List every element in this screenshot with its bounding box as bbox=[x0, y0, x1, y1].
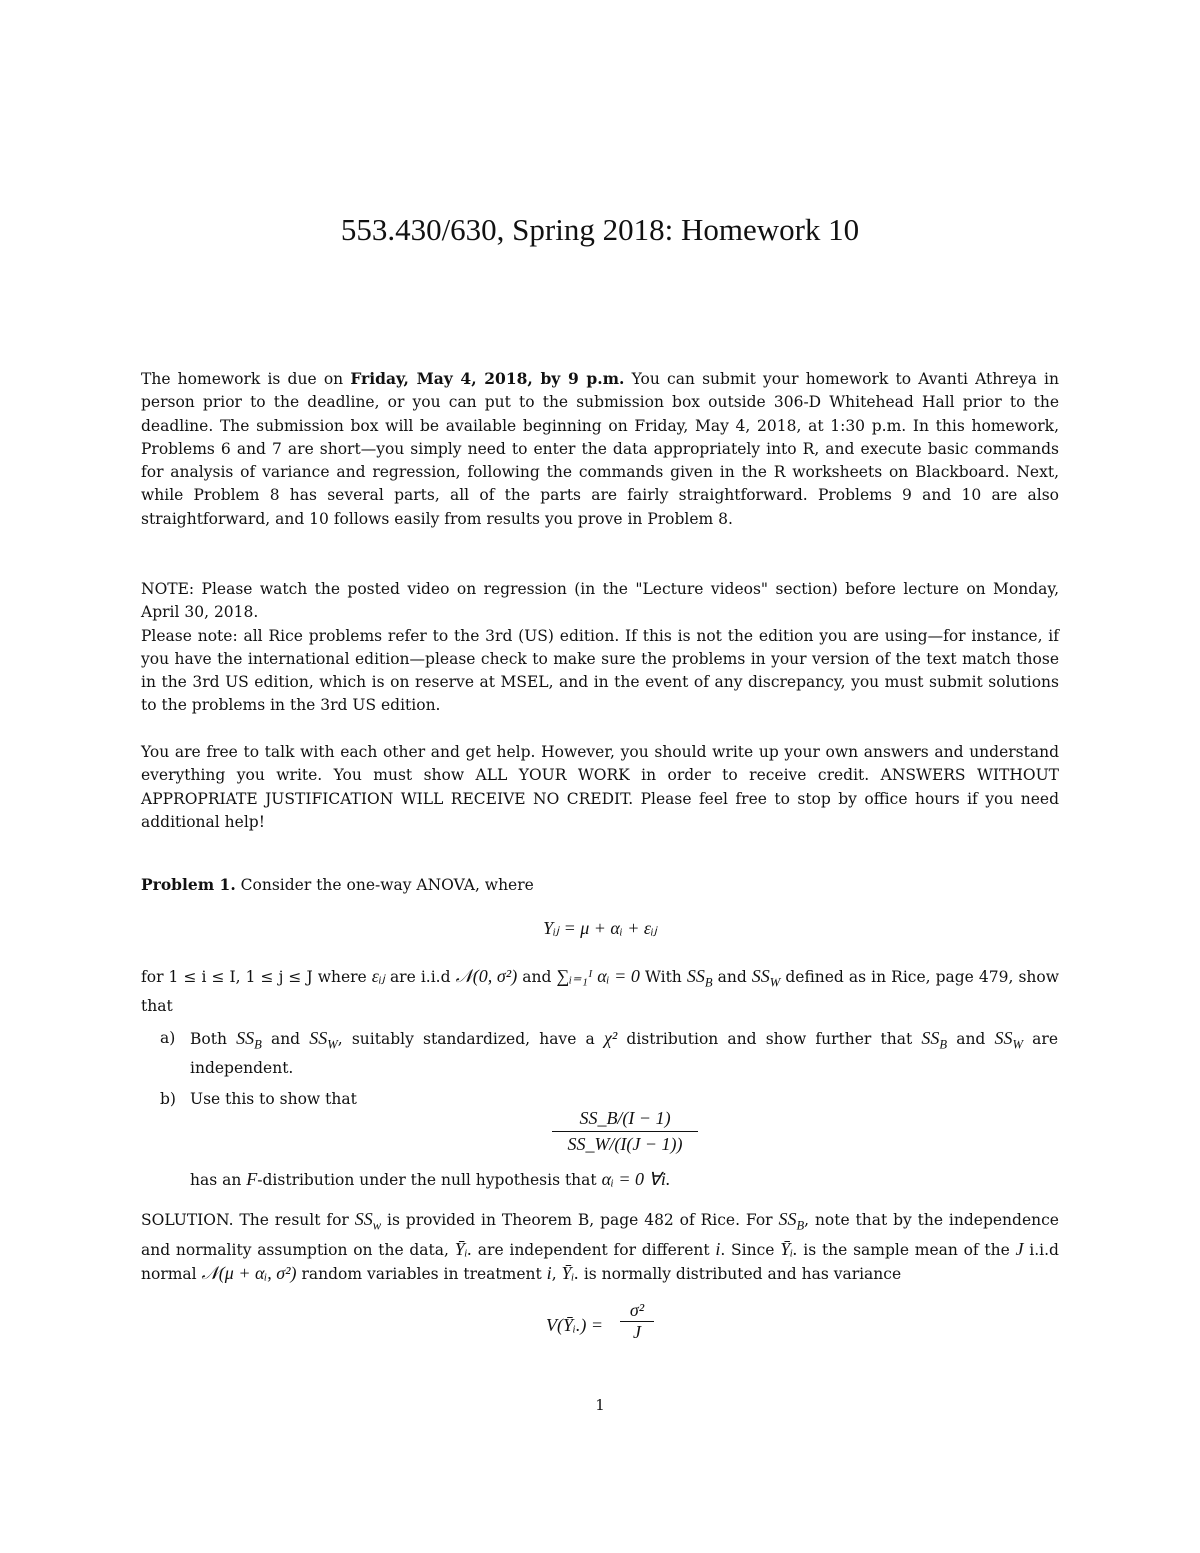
note-paragraph: NOTE: Please watch the posted video on regression (in the "Lecture videos" section) before lecture on Monday, April 30, 2018. Please note: all Rice problems refer to the 3rd (US) edition. If this is not the edition you are using—for instance, if you have the international edition—please check to make sure the problems in your version of the text match those in the 3rd US edition, which is on reserve at MSEL, and in the event of any discrepancy, you must submit solutions to the problems in the 3rd US edition. bbox=[141, 580, 1059, 715]
f-statistic-fraction bbox=[552, 1108, 698, 1155]
intro-paragraph: The homework is due on Friday, May 4, 2018, by 9 p.m. You can submit your homework to Avanti Athreya in person prior to the deadline, or you can put to the submission box outside 306-D Whitehead Hall prior to the deadline. The submission box will be available beginning on Friday, May 4, 2018, at 1:30 p.m. In this homework, Problems 6 and 7 are short—you simply need to enter the data appropriately into R, and execute basic commands for analysis of variance and regression, following the commands given in the R worksheets on Blackboard. Next, while Problem 8 has several parts, all of the parts are fairly straightforward. Problems 9 and 10 are also straightforward, and 10 follows easily from results you prove in Problem 8. bbox=[141, 369, 1059, 528]
page-number: 1 bbox=[595, 1396, 605, 1414]
anova-model-equation: Yᵢⱼ = μ + αᵢ + εᵢⱼ bbox=[543, 918, 657, 938]
problem-1-heading: Problem 1. bbox=[141, 875, 236, 894]
problem-1-intro: Problem 1. Consider the one-way ANOVA, where bbox=[141, 875, 534, 894]
problem-1-conditions: for 1 ≤ i ≤ I, 1 ≤ j ≤ J where εᵢⱼ are i.i.d 𝒩(0, σ²) and ∑ᵢ₌₁ᴵ αᵢ = 0 With $SS_B$ and $SS_W$ defined as in Rice, page 479, show that bbox=[141, 966, 1060, 1015]
due-date: Friday, May 4, 2018, by 9 p.m. bbox=[350, 369, 625, 388]
f-fraction-denominator: SS_W/(I(J − 1)) bbox=[567, 1134, 683, 1154]
solution-paragraph: SOLUTION. The result for $SS_w$ is provided in Theorem B, page 482 of Rice. For $SS_B$, note that by the independence and normality assumption on the data, Ȳᵢ. are independent for different i. Since Ȳᵢ. is the sample mean of the J i.i.d normal 𝒩(μ + αᵢ, σ²) random variables in treatment i, Ȳᵢ. is normally distributed and has variance bbox=[141, 1209, 1059, 1284]
f-fraction-numerator: SS_B/(I − 1) bbox=[552, 1108, 698, 1132]
page-title: 553.430/630, Spring 2018: Homework 10 bbox=[340, 212, 860, 247]
collaboration-paragraph: You are free to talk with each other and get help. However, you should write up your own answers and understand everything you write. You must show ALL YOUR WORK in order to receive credit. ANSWERS WITHOUT APPROPRIATE JUSTIFICATION WILL RECEIVE NO CREDIT. Please feel free to stop by office hours if you need additional help! bbox=[141, 743, 1059, 831]
